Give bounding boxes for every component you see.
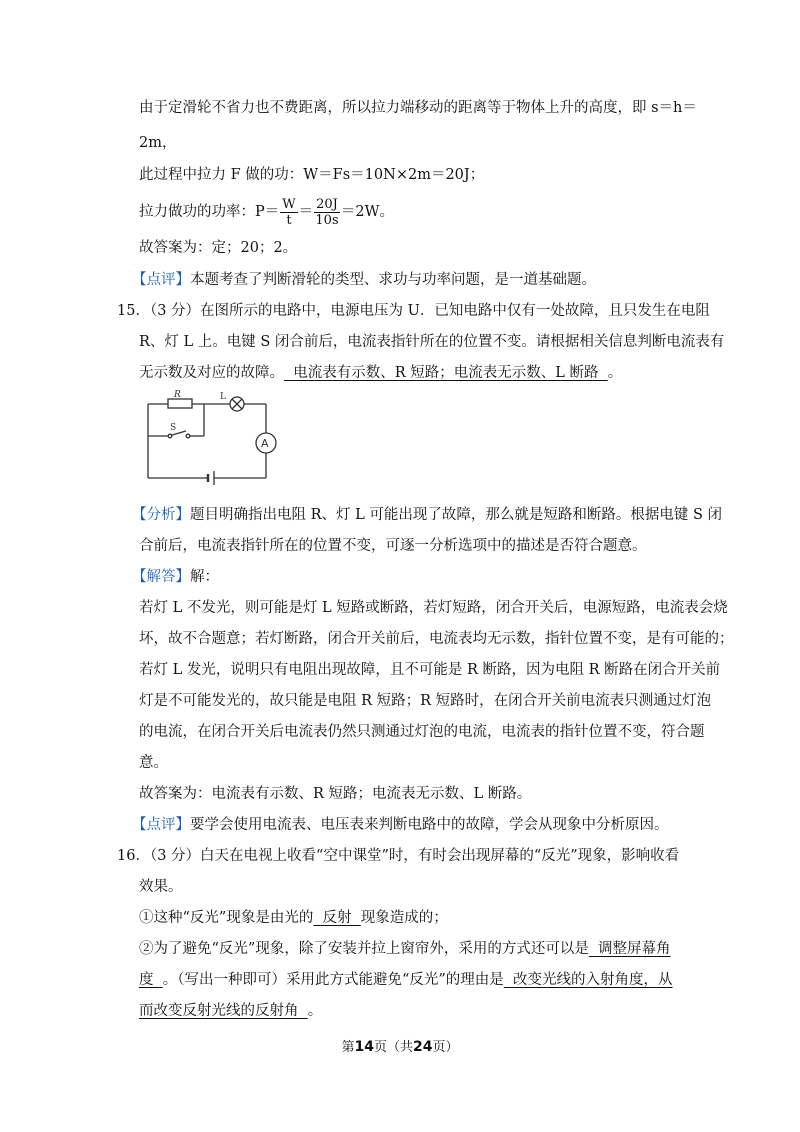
ammeter-label: A [261,437,269,450]
question-16-line [139,970,673,990]
question-16-line [139,908,448,928]
analysis-tag: 【分析】 [132,507,190,523]
solution-line: 若灯 L 不发光，则可能是灯 L 短路或断路，若灯短路，闭合开关后，电源短路，电流表会烧 [139,600,728,616]
solution-tag: 【解答】 [132,569,190,585]
answer-blank: 而改变反射光线的反射角 [139,1003,308,1019]
answer-blank: 改变光线的入射角度，从 [503,972,673,988]
solution-line: 由于定滑轮不省力也不费距离，所以拉力端移动的距离等于物体上升的高度，即 s＝h＝ [139,100,697,116]
solution-line: 若灯 L 发光，说明只有电阻出现故障，且不可能是 R 断路，因为电阻 R 断路在闭合开关前 [139,662,721,678]
formula-equals: ＝ [298,204,314,220]
question-text: ②为了避免“反光”现象，除了安装并拉上窗帘外，采用的方式还可以是 [139,941,589,957]
footer-text: 页） [432,1040,459,1055]
switch-label: S [170,423,177,433]
question-16-line: 16．（3 分）白天在电视上收看“空中课堂”时，有时会出现屏幕的“反光”现象，影响收看 [117,848,680,864]
review-text: 要学会使用电流表、电压表来判断电路中的故障，学会从现象中分析原因。 [190,817,669,833]
analysis-text: 题目明确指出电阻 R、灯 L 可能出现了故障，那么就是短路和断路。根据电键 S 闭 [190,507,723,523]
formula-suffix: ＝2W。 [340,204,395,220]
fraction-numerator: W [282,196,296,212]
solution-line: 坏，故不合题意；若灯断路，闭合开关前后，电流表均无示数，指针位置不变，是有可能的； [139,631,734,647]
fraction-w-over-t [280,197,297,228]
solution-line: 的电流，在闭合开关后电流表仍然只测通过灯泡的电流，电流表的指针位置不变，符合题 [139,724,705,740]
power-formula-line [139,196,394,228]
page-total: 24 [413,1039,433,1055]
answer-blank: 度 [139,972,163,988]
footer-text: 页（共 [373,1040,413,1055]
question-text: 无示数及对应的故障。 [139,365,284,381]
footer-text: 第 [341,1040,355,1055]
answer-blank: 反射 [313,910,361,926]
page-footer [0,1036,800,1055]
page-number: 14 [354,1039,374,1055]
solution-line: 意。 [139,755,168,771]
answer-blank: 调整屏幕角 [588,941,671,957]
review-line [132,815,669,835]
fraction-denominator: 10s [315,212,339,228]
question-15-line: R、灯 L 上。电键 S 闭合前后，电流表指针所在的位置不变。请根据相关信息判断电流表有 [139,334,725,350]
review-tag: 【点评】 [132,272,190,288]
question-16-line [139,939,671,959]
answer-line: 故答案为：定；20；2。 [139,240,298,256]
solution-line: 2m， [139,135,177,151]
resistor-symbol [168,399,192,408]
solution-line: 灯是不可能发光的，故只能是电阻 R 短路；R 短路时，在闭合开关前电流表只测通过灯泡 [139,693,712,709]
review-text: 本题考查了判断滑轮的类型、求功与功率问题，是一道基础题。 [190,272,596,288]
question-text: 。 [307,1003,323,1019]
solution-heading [132,567,219,587]
formula-prefix: 拉力做功的功率：P＝ [139,204,280,220]
analysis-line: 合前后，电流表指针所在的位置不变，可逐一分析选项中的描述是否符合题意。 [139,538,647,554]
question-16-line [139,1001,322,1021]
review-tag: 【点评】 [132,817,190,833]
lamp-label: L [220,392,226,402]
question-15-line: 15．（3 分）在图所示的电路中，电源电压为 U．已知电路中仅有一处故障，且只发生在电阻 [117,303,710,319]
answer-line: 故答案为：电流表有示数、R 短路；电流表无示数、L 断路。 [139,786,532,802]
fraction-denominator: t [286,212,292,228]
review-line [132,270,596,290]
question-text: ①这种“反光”现象是由光的 [139,910,314,926]
question-text: 现象造成的； [360,910,448,926]
question-15-line [139,363,622,383]
circuit-diagram [142,388,280,486]
analysis-line [132,505,722,525]
solution-text: 解： [190,569,219,585]
question-16-line: 效果。 [139,879,183,895]
question-text: 。（写出一种即可）采用此方式能避免“反光”的理由是 [162,972,504,988]
fraction-numerator: 20J [316,196,338,212]
solution-line: 此过程中拉力 F 做的功：W＝Fs＝10N×2m＝20J； [139,167,485,183]
fraction-values [314,197,340,228]
resistor-label: R [174,390,181,400]
answer-blank: 电流表有示数、R 短路；电流表无示数、L 断路 [284,365,608,381]
question-text: 。 [607,365,623,381]
